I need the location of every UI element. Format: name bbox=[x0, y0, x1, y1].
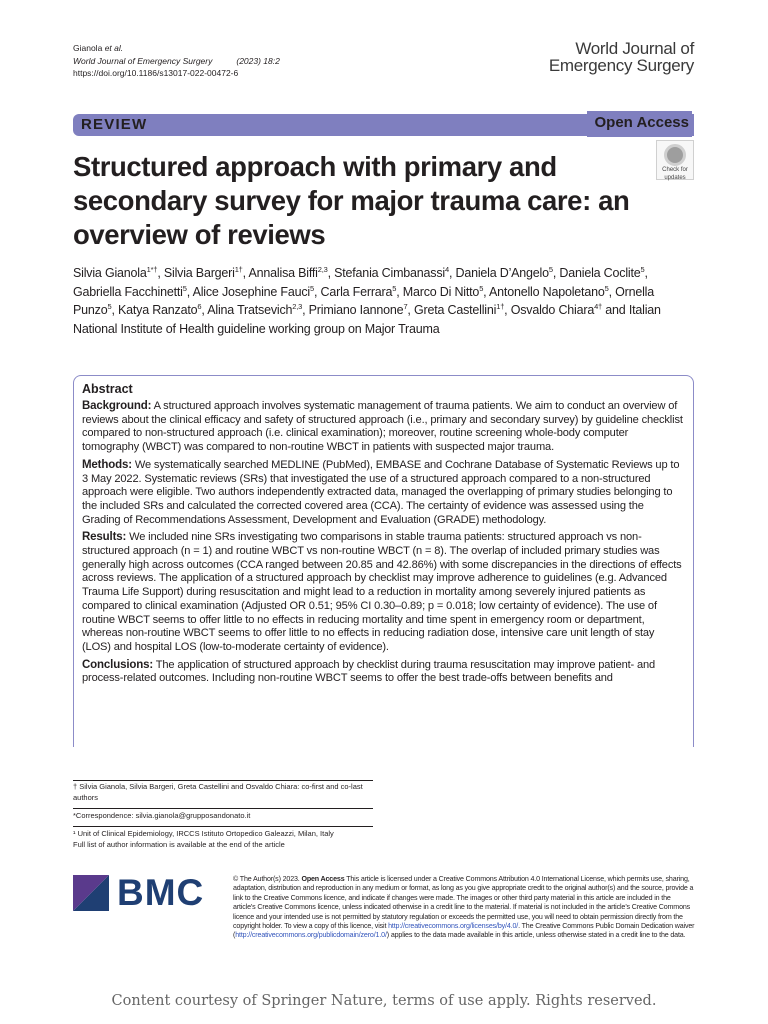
bmc-triangle-icon bbox=[73, 875, 109, 911]
author-name[interactable]: Ornella Punzo bbox=[73, 284, 655, 317]
correspondence-email[interactable]: silvia.gianola@grupposandonato.it bbox=[135, 811, 251, 820]
citation-etal: et al. bbox=[104, 43, 124, 53]
author-affiliation-sup: 2,3 bbox=[292, 301, 303, 311]
correspondence-label: *Correspondence: bbox=[73, 811, 134, 820]
conclusions-text: The application of structured approach by checklist during trauma resuscitation may improve patient- and process-related outcomes. Including non-routine WBCT seems to offer the best trade-offs between benefits and bbox=[82, 658, 656, 685]
author-name[interactable]: Katya Ranzato bbox=[117, 303, 198, 317]
license-link-cc-zero[interactable]: http://creativecommons.org/publicdomain/zero/1.0/ bbox=[235, 931, 387, 940]
methods-text: We systematically searched MEDLINE (PubMed), EMBASE and Cochrane Database of Systematic Reviews up to 3 May 2022. Systematic reviews (SRs) that investigated the use of a structured approach compared to a non-structured approach were eligible. Two authors independently extracted data, managed the overlapping of primary studies belonging to the included SRs and calculated the corrected covered area (CCA). The certainty of evidence was assessed using the Grading of Recommendations Assessment, Development and Evaluation (GRADE) methodology. bbox=[82, 458, 680, 526]
journal-logo bbox=[549, 40, 694, 74]
license-statement bbox=[233, 875, 695, 941]
author-group: Italian National Institute of Health guideline working group on Major Trauma bbox=[73, 303, 661, 336]
author-affiliation-sup: 6 bbox=[197, 301, 202, 311]
abstract-background bbox=[82, 400, 685, 455]
footnote-full-list: Full list of author information is available at the end of the article bbox=[73, 840, 285, 849]
author-affiliation-sup: 1*† bbox=[146, 264, 158, 274]
check-updates-line1: Check for bbox=[662, 167, 688, 173]
author-name[interactable]: Daniela Coclite bbox=[559, 266, 641, 280]
footnote-divider bbox=[73, 780, 373, 781]
abstract-results bbox=[82, 531, 685, 654]
author-name[interactable]: Primiano Iannone bbox=[308, 303, 404, 317]
abstract-conclusions bbox=[82, 659, 685, 686]
background-label: Background: bbox=[82, 400, 152, 412]
check-updates-line2: updates bbox=[664, 174, 686, 181]
publisher-logo-text: BMC bbox=[117, 872, 205, 913]
author-name[interactable]: Annalisa Biffi bbox=[248, 266, 318, 280]
citation-doi[interactable]: https://doi.org/10.1186/s13017-022-00472-6 bbox=[73, 68, 239, 78]
author-affiliation-sup: 7 bbox=[403, 301, 408, 311]
license-prefix: © The Author(s) 2023. bbox=[233, 875, 300, 883]
author-name[interactable]: Marco Di Nitto bbox=[402, 284, 480, 299]
author-name[interactable]: Antonello Napoletano bbox=[489, 284, 605, 299]
article-type-label: REVIEW bbox=[81, 116, 148, 133]
author-affiliation-sup: 5 bbox=[479, 283, 484, 293]
author-affiliation-sup: 5 bbox=[604, 283, 609, 293]
author-names: Silvia Gianola$^{1*\dagger}$, Silvia Bargeri$^{1\dagger}$, Annalisa Biffi$^{2,3}$, Stefania Cimbanassi$^4$, Daniela D’Angelo$^5$, Daniela Coclite$^5$, Gabriella Facchinetti$^5$, Alice Josephine Fauci$^5$, Carla Ferrara$^5$, Marco Di Nitto$^5$, Antonello Napoletano$^5$, Ornella Punzo$^5$, Katya Ranzato$^6$, Alina Tratsevich$^{2,3}$, Primiano Iannone$^7$, Greta Castellini$^{1\dagger}$, Osvaldo Chiara$^{4\dagger}$ and bbox=[73, 264, 655, 317]
license-text-2: . The Creative Commons Public Domain Dedication waiver ( bbox=[233, 922, 695, 940]
footnote-correspondence bbox=[73, 811, 383, 822]
author-affiliation-sup: 1† bbox=[234, 264, 243, 274]
license-text-1: This article is licensed under a Creative Commons Attribution 4.0 International License, which permits use, sharing, adaptation, distribution and reproduction in any medium or format, as long as you give appropriate credit to the original author(s) and the source, provide a link to the Creative Commons licence, and indicate if changes were made. The images or other third party material in this article are included in the article’s Creative Commons licence, unless indicated otherwise in a credit line to the material. If material is not included in the article’s Creative Commons licence and your intended use is not permitted by statutory regulation or exceeds the permitted use, you will need to obtain permission directly from the copyright holder. To view a copy of this licence, visit bbox=[233, 875, 694, 931]
footnote-divider bbox=[73, 808, 373, 809]
check-updates-icon bbox=[664, 144, 686, 166]
article-type-banner bbox=[73, 114, 694, 136]
author-affiliation-sup: 1† bbox=[496, 301, 505, 311]
author-affiliation-sup: 5 bbox=[548, 264, 553, 274]
author-affiliation-sup: 5 bbox=[310, 283, 314, 293]
abstract-box bbox=[73, 375, 694, 747]
abstract-methods bbox=[82, 459, 685, 528]
author-name[interactable]: Carla Ferrara bbox=[320, 284, 393, 299]
author-affiliation-sup: 2,3 bbox=[317, 264, 328, 274]
author-name[interactable]: Alice Josephine Fauci bbox=[192, 284, 310, 299]
check-for-updates-button[interactable] bbox=[656, 140, 694, 180]
article-citation bbox=[73, 42, 280, 80]
author-name[interactable]: Silvia Gianola bbox=[73, 266, 147, 280]
publisher-logo bbox=[73, 872, 213, 915]
author-list bbox=[73, 264, 695, 338]
author-name[interactable]: Daniela D’Angelo bbox=[455, 266, 549, 280]
citation-volume: (2023) 18:2 bbox=[236, 55, 280, 66]
abstract-heading: Abstract bbox=[82, 382, 133, 396]
journal-logo-line1: World Journal of bbox=[575, 39, 694, 58]
license-link-cc-by[interactable]: http://creativecommons.org/licenses/by/4.0/ bbox=[388, 922, 519, 931]
article-title: Structured approach with primary and secondary survey for major trauma care: an overview of reviews bbox=[73, 151, 630, 250]
author-affiliation-sup: 5 bbox=[107, 301, 112, 311]
results-text: We included nine SRs investigating two comparisons in stable trauma patients: structured approach vs non-structured approach (n = 1) and routine WBCT vs non-routine WBCT (n = 8). The overlap of included primary studies was generally high across outcomes (CCA ranged between 20.85 and 42.86%) with some discrepancies in the directions of effects across reviews. The application of a structured approach by checklist may improve adherence to guidelines (e.g. Advanced Trauma Life Support) during resuscitation and might lead to a reduction in mortality among severely injured patients as compared to clinical examination (Adjusted OR 0.51; 95% CI 0.30–0.89; p = 0.018; low certainty of evidence). The use of routine WBCT seems to offer little to no effects in reducing mortality and time spent in emergency room or department, whereas non-routine WBCT seems to offer little to no effects in reducing radiation dose, intensive care unit length of stay (LOS) and hospital LOS (low-to-moderate certainty of evidence). bbox=[82, 531, 682, 653]
author-affiliation-sup: 4† bbox=[594, 301, 603, 311]
author-name[interactable]: Greta Castellini bbox=[413, 303, 497, 317]
courtesy-notice: Content courtesy of Springer Nature, terms of use apply. Rights reserved. bbox=[111, 993, 657, 1009]
author-name[interactable]: Alina Tratsevich bbox=[207, 303, 293, 317]
author-affiliation-sup: 5 bbox=[640, 264, 645, 274]
conclusions-label: Conclusions: bbox=[82, 658, 154, 671]
footnote-equal-contribution: † Silvia Gianola, Silvia Bargeri, Greta Castellini and Osvaldo Chiara: co-first and co-last authors bbox=[73, 782, 363, 802]
author-affiliation-sup: 5 bbox=[392, 283, 397, 293]
background-text: A structured approach involves systematic management of trauma patients. We aim to conduct an overview of reviews about the clinical efficacy and safety of structured approach (i.e., primary and secondary survey) by guideline checklist compared to non-structured approach (i.e. clinical examination); moreover, routine screening whole-body computer tomography (WBCT) was compared to non-routine WBCT in patients with suspected major trauma. bbox=[82, 400, 683, 454]
license-open-access: Open Access bbox=[301, 875, 345, 883]
license-text-3: ) applies to the data made available in this article, unless otherwise stated in a credit line to the data. bbox=[386, 931, 686, 940]
journal-logo-line2: Emergency Surgery bbox=[548, 56, 694, 75]
author-name[interactable]: Osvaldo Chiara bbox=[510, 303, 595, 317]
author-name[interactable]: Silvia Bargeri bbox=[163, 266, 235, 280]
footnote-affiliation: ¹ Unit of Clinical Epidemiology, IRCCS Istituto Ortopedico Galeazzi, Milan, Italy bbox=[73, 829, 334, 838]
author-affiliation-sup: 4 bbox=[444, 264, 449, 274]
methods-label: Methods: bbox=[82, 458, 132, 471]
citation-journal: World Journal of Emergency Surgery bbox=[73, 55, 213, 66]
citation-author: Gianola bbox=[73, 43, 103, 53]
open-access-badge: Open Access bbox=[587, 111, 693, 137]
author-name[interactable]: Gabriella Facchinetti bbox=[73, 284, 183, 299]
footnote-divider bbox=[73, 826, 373, 827]
results-label: Results: bbox=[82, 531, 127, 544]
author-affiliation-sup: 5 bbox=[182, 283, 187, 293]
author-name[interactable]: Stefania Cimbanassi bbox=[334, 266, 445, 280]
